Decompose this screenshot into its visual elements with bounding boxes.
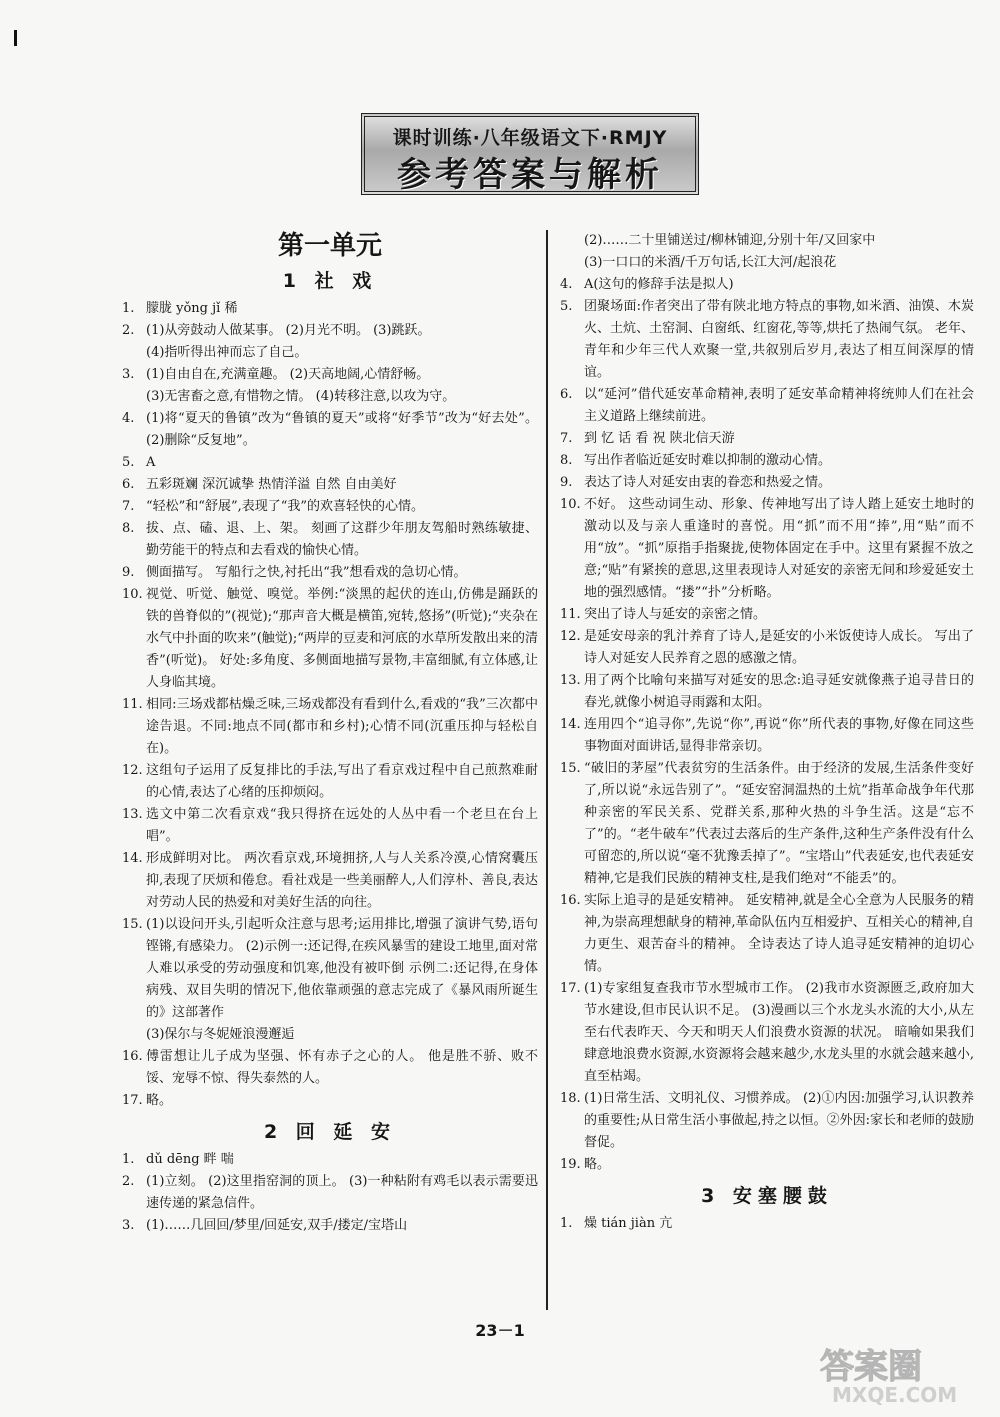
answer-number: 4. xyxy=(560,277,573,292)
header-banner xyxy=(361,113,699,195)
answer-number: 3. xyxy=(122,1218,135,1233)
answer-number: 13. xyxy=(122,807,143,822)
answer-list xyxy=(560,230,974,1176)
answer-item xyxy=(122,804,538,848)
answer-text: 连用四个“追寻你”,先说“你”,再说“你”所代表的事物,好像在同这些事物面对面讲话,显得非常亲切。 xyxy=(584,717,974,754)
answer-item xyxy=(122,1215,538,1237)
answer-item xyxy=(122,562,538,584)
answer-number: 9. xyxy=(560,475,573,490)
answer-text: 选文中第二次看京戏“我只得挤在远处的人丛中看一个老旦在台上唱”。 xyxy=(146,807,538,844)
answer-item xyxy=(560,230,974,252)
answer-number: 4. xyxy=(122,411,135,426)
answer-number: 12. xyxy=(122,763,143,778)
watermark-url: MXQE.COM xyxy=(832,1383,958,1407)
answer-item xyxy=(560,384,974,428)
answer-item xyxy=(560,494,974,604)
answer-number: 13. xyxy=(560,673,581,688)
answer-number: 8. xyxy=(560,453,573,468)
answer-item xyxy=(122,584,538,694)
answer-text: 傅雷想让儿子成为坚强、怀有赤子之心的人。 他是胜不骄、败不馁、宠辱不惊、得失泰然的人。 xyxy=(146,1049,538,1086)
answer-list xyxy=(560,1213,974,1235)
answer-number: 16. xyxy=(560,893,581,908)
answer-text: “破旧的茅屋”代表贫穷的生活条件。由于经济的发展,生活条件变好了,所以说“永远告别了”。“延安窑洞温热的土炕”指革命战争年代那种亲密的军民关系、党群关系,那种火热的斗争生活。这是“忘不了”的。“老牛破车”代表过去落后的生产条件,这种生产条件没有什么可留恋的,所以说“毫不犹豫丢掉了”。“宝塔山”代表延安,也代表延安精神,它是我们民族的精神支柱,是我们绝对“不能丢”的。 xyxy=(584,761,974,886)
answer-number: 16. xyxy=(122,1049,143,1064)
answer-text: 是延安母亲的乳汁养育了诗人,是延安的小米饭使诗人成长。 写出了诗人对延安人民养育之恩的感激之情。 xyxy=(584,629,974,666)
answer-number: 3. xyxy=(122,367,135,382)
answer-number: 14. xyxy=(560,717,581,732)
answer-item xyxy=(560,1154,974,1176)
right-column xyxy=(560,230,974,1235)
answer-item xyxy=(122,1171,538,1215)
answer-number: 2. xyxy=(122,1174,135,1189)
answer-text: 团聚场面:作者突出了带有陕北地方特点的事物,如米酒、油馍、木炭火、土炕、土窑洞、白窗纸、红窗花,等等,烘托了热闹气氛。 老年、青年和少年三代人欢聚一堂,共叙别后岁月,表达了相互间深厚的情谊。 xyxy=(584,299,974,380)
answer-text: (1)……几回回/梦里/回延安,双手/搂定/宝塔山 xyxy=(146,1218,408,1233)
answer-item xyxy=(560,1088,974,1154)
answer-list xyxy=(122,1149,538,1237)
answer-item xyxy=(560,252,974,274)
answer-text: 到 忆 话 看 祝 陕北信天游 xyxy=(584,431,735,446)
answer-item xyxy=(560,626,974,670)
answer-item xyxy=(122,518,538,562)
answer-text: 形成鲜明对比。 两次看京戏,环境拥挤,人与人关系冷漠,心情窝囊压抑,表现了厌烦和倦怠。看社戏是一些美丽醉人,人们淳朴、善良,表达对劳动人民的热爱和对美好生活的向往。 xyxy=(146,851,538,910)
answer-item xyxy=(560,758,974,890)
lesson-title: 2 回 延 安 xyxy=(263,1121,397,1143)
answer-number: 10. xyxy=(122,587,143,602)
column-divider xyxy=(546,230,548,1310)
answer-item xyxy=(122,848,538,914)
answer-text: 拔、点、磕、退、上、架。 刻画了这群少年朋友驾船时熟练敏捷、勤劳能干的特点和去看戏的愉快心情。 xyxy=(146,521,538,558)
answer-number: 17. xyxy=(560,981,581,996)
answer-number: 6. xyxy=(122,477,135,492)
answer-number: 10. xyxy=(560,497,581,512)
answer-item xyxy=(122,320,538,364)
answer-text: “轻松”和“舒展”,表现了“我”的欢喜轻快的心情。 xyxy=(146,499,425,514)
answer-number: 7. xyxy=(122,499,135,514)
answer-item xyxy=(122,452,538,474)
answer-number: 19. xyxy=(560,1157,581,1172)
answer-number: 6. xyxy=(560,387,573,402)
answer-number: 2. xyxy=(122,323,135,338)
answer-number: 15. xyxy=(122,917,143,932)
answer-item xyxy=(560,890,974,978)
answer-item xyxy=(560,274,974,296)
answer-text: (1)将“夏天的鲁镇”改为“鲁镇的夏天”或将“好季节”改为“好去处”。 (2)删除“反复地”。 xyxy=(146,411,538,448)
answer-text: (1)立刻。 (2)这里指窑洞的顶上。 (3)一种粘附有鸡毛以表示需要迅速传递的紧急信件。 xyxy=(146,1174,538,1211)
answer-item xyxy=(122,408,538,452)
answer-text: (1)以设问开头,引起听众注意与思考;运用排比,增强了演讲气势,语句铿锵,有感染力。 (2)示例一:还记得,在疾风暴雪的建设工地里,面对常人难以承受的劳动强度和饥寒,他没有被吓倒 示例二:还记得,在身体病残、双目失明的情况下,他依靠顽强的意志完成了《暴风雨所诞生的》这部著作 (3)保尔与冬妮娅浪漫邂逅 xyxy=(146,917,538,1042)
answer-item xyxy=(122,364,538,408)
answer-number xyxy=(560,230,584,252)
answer-number: 17. xyxy=(122,1093,143,1108)
answer-text: (1)专家组复查我市节水型城市工作。 (2)我市水资源匮乏,政府加大节水建设,但市民认识不足。 (3)漫画以三个水龙头水流的大小,从左至右代表昨天、今天和明天人们浪费水资源的状况。 暗喻如果我们肆意地浪费水资源,水资源将会越来越少,水龙头里的水就会越来越小,直至枯竭。 xyxy=(584,981,974,1084)
answer-number: 9. xyxy=(122,565,135,580)
answer-item xyxy=(560,296,974,384)
answer-text: (2)……二十里铺送过/柳林铺迎,分别十年/又回家中 xyxy=(584,233,876,248)
lesson-title: 3 安塞腰鼓 xyxy=(701,1185,833,1207)
answer-text: 实际上追寻的是延安精神。 延安精神,就是全心全意为人民服务的精神,为崇高理想献身的精神,革命队伍内互相爱护、互相关心的精神,自力更生、艰苦奋斗的精神。 全诗表达了诗人追寻延安精神的迫切心情。 xyxy=(584,893,974,974)
answer-number: 1. xyxy=(560,1216,573,1231)
answer-item xyxy=(122,1046,538,1090)
watermark-text: 答案圈 xyxy=(820,1347,922,1387)
answer-item xyxy=(560,428,974,450)
answer-item xyxy=(122,496,538,518)
answer-item xyxy=(122,914,538,1046)
answer-number: 11. xyxy=(122,697,143,712)
answer-text: 燥 tián jiàn 亢 xyxy=(584,1216,673,1231)
answer-text: 表达了诗人对延安由衷的眷恋和热爱之情。 xyxy=(584,475,832,490)
answer-item xyxy=(560,450,974,472)
answer-text: 相同:三场戏都枯燥乏味,三场戏都没有看到什么,看戏的“我”三次都中途告退。不同:地点不同(都市和乡村);心情不同(沉重压抑与轻松自在)。 xyxy=(146,697,538,756)
answer-text: (1)从旁鼓动人做某事。 (2)月光不明。 (3)跳跃。 (4)指听得出神而忘了自己。 xyxy=(146,323,431,360)
answer-text: A xyxy=(146,455,156,470)
answer-number: 12. xyxy=(560,629,581,644)
answer-text: 用了两个比喻句来描写对延安的思念:追寻延安就像燕子追寻昔日的春光,就像小树追寻雨露和太阳。 xyxy=(584,673,974,710)
lesson-title: 1 社 戏 xyxy=(282,270,378,292)
answer-text: 突出了诗人与延安的亲密之情。 xyxy=(584,607,767,622)
header-subtitle: 课时训练·八年级语文下·RMJY xyxy=(392,127,668,149)
answer-number: 11. xyxy=(560,607,581,622)
answer-item xyxy=(560,978,974,1088)
answer-item xyxy=(122,298,538,320)
answer-item xyxy=(560,604,974,626)
answer-number xyxy=(560,252,584,274)
left-column xyxy=(122,228,538,1237)
page-number: 23－1 xyxy=(475,1321,525,1340)
answer-number: 7. xyxy=(560,431,573,446)
answer-number: 14. xyxy=(122,851,143,866)
answer-number: 8. xyxy=(122,521,135,536)
answer-text: 视觉、听觉、触觉、嗅觉。举例:“淡黑的起伏的连山,仿佛是踊跃的铁的兽脊似的”(视觉);“那声音大概是横笛,宛转,悠扬”(听觉);“夹杂在水气中扑面的吹来”(触觉);“两岸的豆麦和河底的水草所发散出来的清香”(听觉)。 好处:多角度、多侧面地描写景物,丰富细腻,有立体感,让人身临其境。 xyxy=(146,587,538,690)
answer-item xyxy=(122,694,538,760)
answer-text: 不好。 这些动词生动、形象、传神地写出了诗人踏上延安土地时的激动以及与亲人重逢时的喜悦。用“抓”而不用“捧”,用“贴”而不用“放”。“抓”原指手指聚拢,使物体固定在手中。这里有紧握不放之意;“贴”有紧挨的意思,这里表现诗人对延安的亲密无间和珍爱延安土地的强烈感情。“搂”“扑”分析略。 xyxy=(584,497,974,600)
answer-item xyxy=(122,474,538,496)
answer-number: 5. xyxy=(560,299,573,314)
answer-item xyxy=(122,760,538,804)
answer-number: 1. xyxy=(122,301,135,316)
answer-text: (1)自由自在,充满童趣。 (2)天高地阔,心情舒畅。 (3)无害畜之意,有惜物之情。 (4)转移注意,以攻为守。 xyxy=(146,367,456,404)
answer-text: 略。 xyxy=(584,1157,611,1172)
watermark-logo xyxy=(810,1340,990,1408)
answer-number: 5. xyxy=(122,455,135,470)
answer-item xyxy=(560,1213,974,1235)
answer-item xyxy=(560,472,974,494)
answer-item xyxy=(122,1090,538,1112)
header-title: 参考答案与解析 xyxy=(397,155,663,195)
answer-item xyxy=(560,670,974,714)
answer-text: 略。 xyxy=(146,1093,173,1108)
answer-text: 五彩斑斓 深沉诚挚 热情洋溢 自然 自由美好 xyxy=(146,477,397,492)
answer-item xyxy=(560,714,974,758)
answer-number: 15. xyxy=(560,761,581,776)
answer-number: 18. xyxy=(560,1091,581,1106)
answer-text: 这组句子运用了反复排比的手法,写出了看京戏过程中自己煎熬难耐的心情,表达了心绪的压抑烦闷。 xyxy=(146,763,538,800)
answer-text: 写出作者临近延安时难以抑制的激动心情。 xyxy=(584,453,832,468)
scan-edge-mark xyxy=(14,30,17,46)
answer-text: 侧面描写。 写船行之快,衬托出“我”想看戏的急切心情。 xyxy=(146,565,467,580)
answer-item xyxy=(122,1149,538,1171)
answer-list xyxy=(122,298,538,1112)
answer-number: 1. xyxy=(122,1152,135,1167)
answer-text: 以“延河”借代延安革命精神,表明了延安革命精神将统帅人们在社会主义道路上继续前进。 xyxy=(584,387,974,424)
unit-title: 第一单元 xyxy=(277,231,382,261)
answer-text: (3)一口口的米酒/千万句话,长江大河/起浪花 xyxy=(584,255,837,270)
answer-text: dǔ dēng 畔 喘 xyxy=(146,1152,234,1167)
answer-text: (1)日常生活、文明礼仪、习惯养成。 (2)①内因:加强学习,认识教养的重要性;从日常生活小事做起,持之以恒。②外因:家长和老师的鼓励督促。 xyxy=(584,1091,974,1150)
answer-text: A(这句的修辞手法是拟人) xyxy=(584,277,734,292)
answer-text: 朦胧 yǒng jǐ 稀 xyxy=(146,301,238,316)
